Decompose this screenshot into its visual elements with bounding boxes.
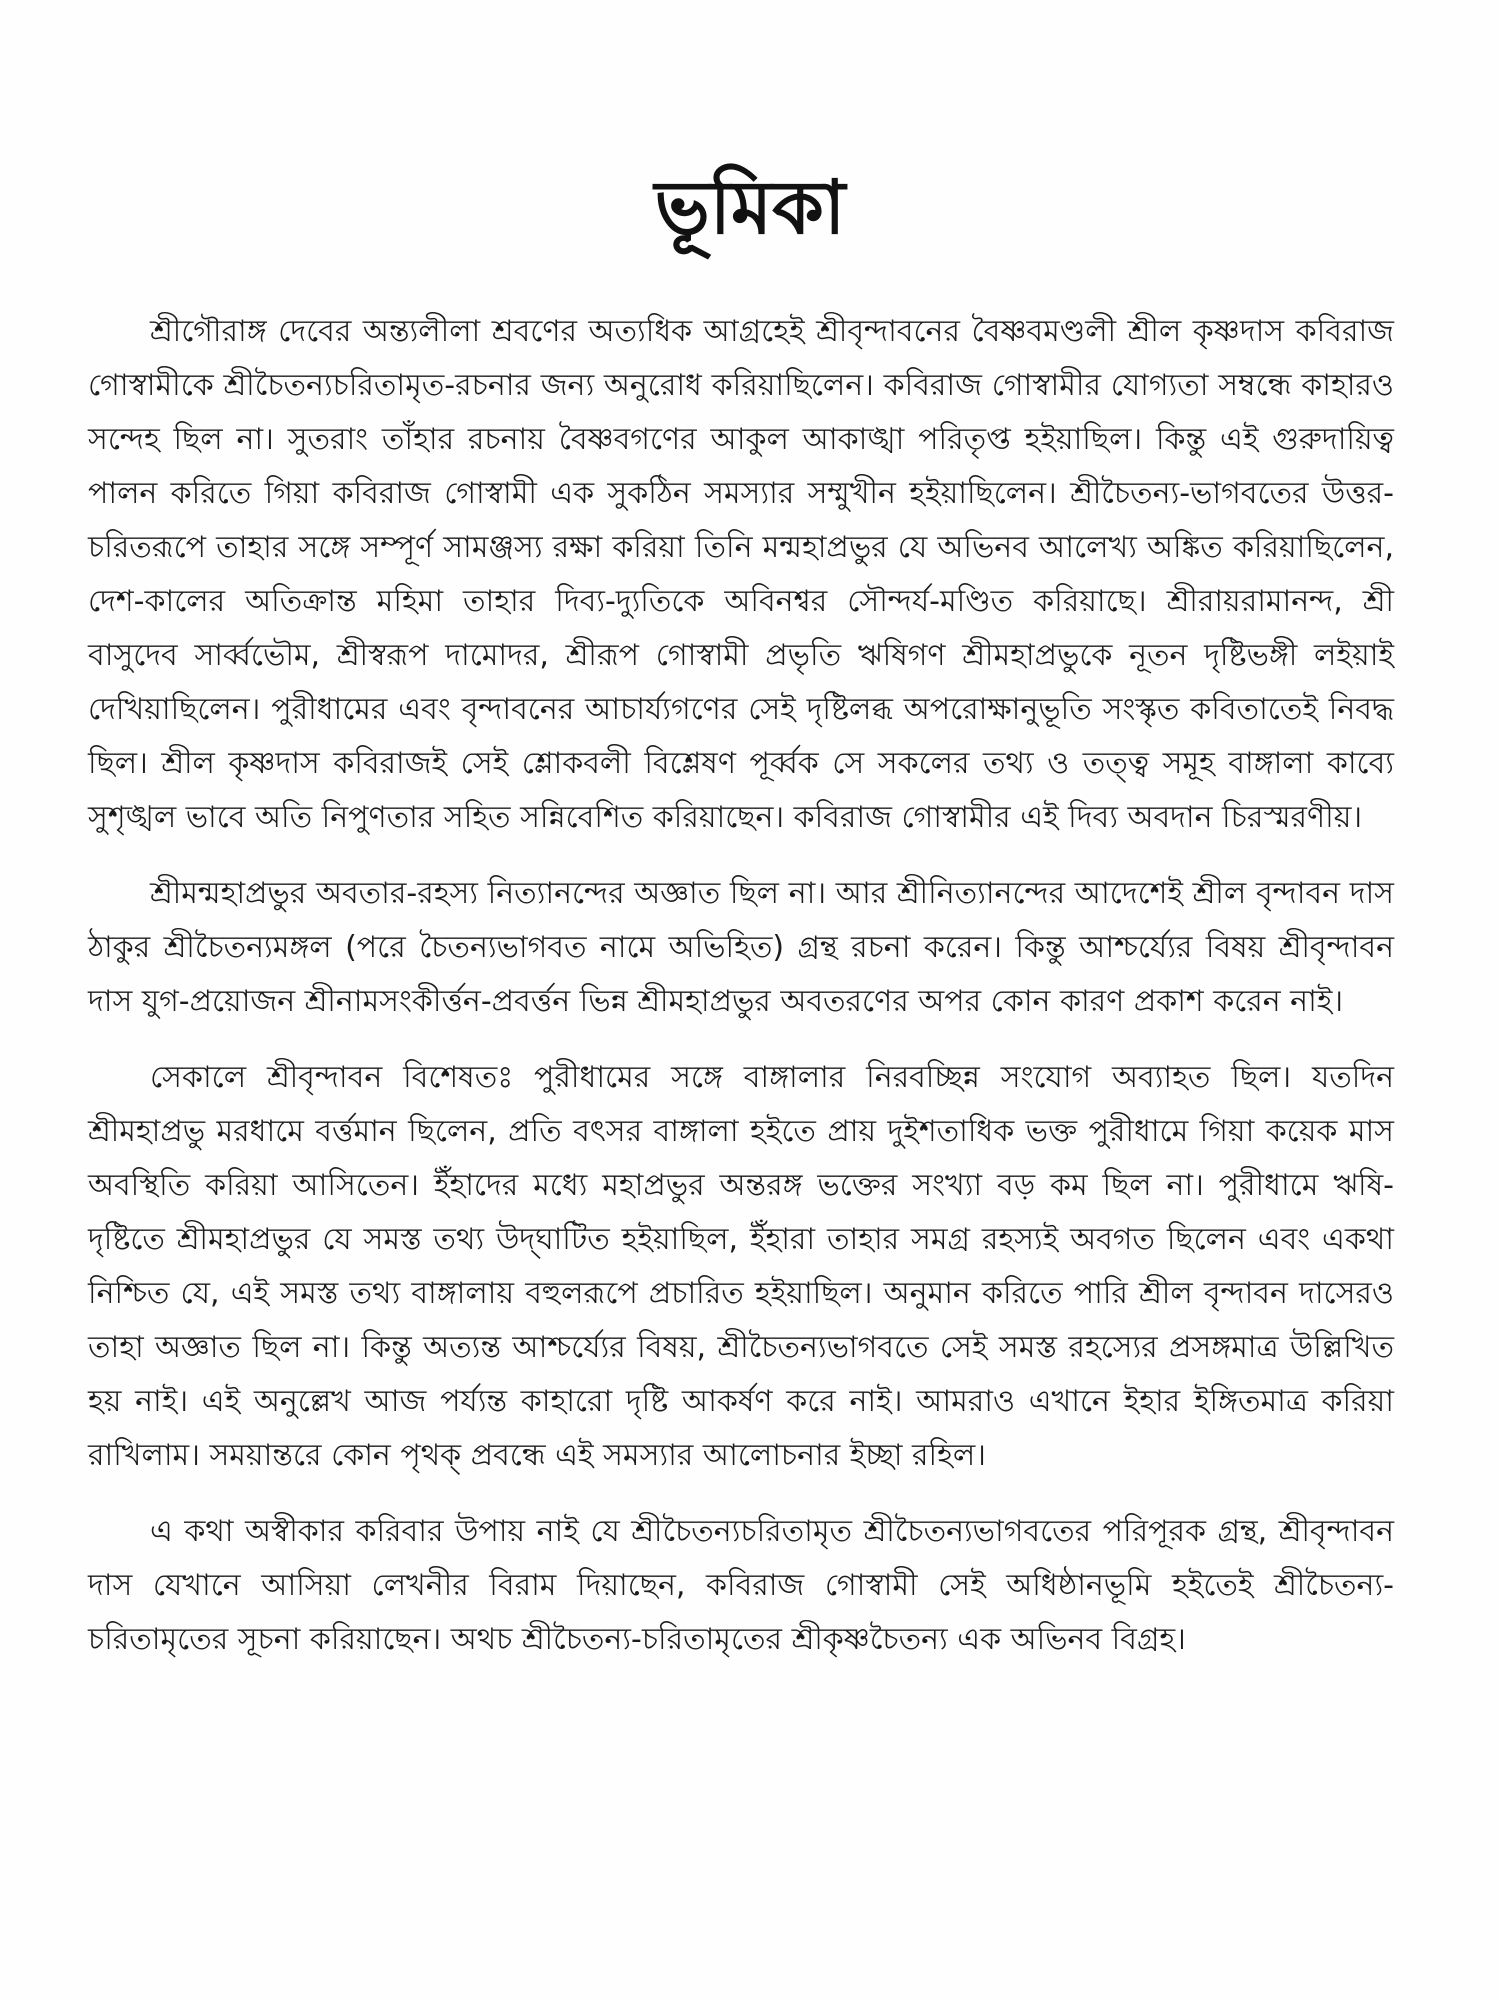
- paragraph-2: শ্রীমন্মহাপ্রভুর অবতার-রহস্য নিত্যানন্দের অজ্ঞাত ছিল না। আর শ্রীনিত্যানন্দের আদেশেই শ্রীল বৃন্দাবন দাস ঠাকুর শ্রীচৈতন্যমঙ্গল (পরে চৈতন্যভাগবত নামে অভিহিত) গ্রন্থ রচনা করেন। কিন্তু আশ্চর্য্যের বিষয় শ্রীবৃন্দাবন দাস যুগ-প্রয়োজন শ্রীনামসংকীর্ত্তন-প্রবর্ত্তন ভিন্ন শ্রীমহাপ্রভুর অবতরণের অপর কোন কারণ প্রকাশ করেন নাই।: [88, 876, 1394, 1019]
- body-text: [88, 305, 1394, 1689]
- page-title: ভূমিকা: [654, 165, 846, 251]
- paragraph-3: সেকালে শ্রীবৃন্দাবন বিশেষতঃ পুরীধামের সঙ্গে বাঙ্গালার নিরবচ্ছিন্ন সংযোগ অব্যাহত ছিল। যতদিন শ্রীমহাপ্রভু মরধামে বর্ত্তমান ছিলেন, প্রতি বৎসর বাঙ্গালা হইতে প্রায় দুইশতাধিক ভক্ত পুরীধামে গিয়া কয়েক মাস অবস্থিতি করিয়া আসিতেন। ইঁহাদের মধ্যে মহাপ্রভুর অন্তরঙ্গ ভক্তের সংখ্যা বড় কম ছিল না। পুরীধামে ঋষি-দৃষ্টিতে শ্রীমহাপ্রভুর যে সমস্ত তথ্য উদ্‌ঘাটিত হইয়াছিল, ইঁহারা তাহার সমগ্র রহস্যই অবগত ছিলেন এবং একথা নিশ্চিত যে, এই সমস্ত তথ্য বাঙ্গালায় বহুলরূপে প্রচারিত হইয়াছিল। অনুমান করিতে পারি শ্রীল বৃন্দাবন দাসেরও তাহা অজ্ঞাত ছিল না। কিন্তু অত্যন্ত আশ্চর্য্যের বিষয়, শ্রীচৈতন্যভাগবতে সেই সমস্ত রহস্যের প্রসঙ্গমাত্র উল্লিখিত হয় নাই। এই অনুল্লেখ আজ পর্য্যন্ত কাহারো দৃষ্টি আকর্ষণ করে নাই। আমরাও এখানে ইহার ইঙ্গিতমাত্র করিয়া রাখিলাম। সময়ান্তরে কোন পৃথক্ প্রবন্ধে এই সমস্যার আলোচনার ইচ্ছা রহিল।: [88, 1060, 1394, 1473]
- paragraph-1: শ্রীগৌরাঙ্গ দেবের অন্ত্যলীলা শ্রবণের অত্যধিক আগ্রহেই শ্রীবৃন্দাবনের বৈষ্ণবমণ্ডলী শ্রীল কৃষ্ণদাস কবিরাজ গোস্বামীকে শ্রীচৈতন্যচরিতামৃত-রচনার জন্য অনুরোধ করিয়াছিলেন। কবিরাজ গোস্বামীর যোগ্যতা সম্বন্ধে কাহারও সন্দেহ ছিল না। সুতরাং তাঁহার রচনায় বৈষ্ণবগণের আকুল আকাঙ্খা পরিতৃপ্ত হইয়াছিল। কিন্তু এই গুরুদায়িত্ব পালন করিতে গিয়া কবিরাজ গোস্বামী এক সুকঠিন সমস্যার সম্মুখীন হইয়াছিলেন। শ্রীচৈতন্য-ভাগবতের উত্তর-চরিতরূপে তাহার সঙ্গে সম্পূর্ণ সামঞ্জস্য রক্ষা করিয়া তিনি মন্মহাপ্রভুর যে অভিনব আলেখ্য অঙ্কিত করিয়াছিলেন, দেশ-কালের অতিক্রান্ত মহিমা তাহার দিব্য-দ্যুতিকে অবিনশ্বর সৌন্দর্য-মণ্ডিত করিয়াছে। শ্রীরায়রামানন্দ, শ্রী বাসুদেব সার্ব্বভৌম, শ্রীস্বরূপ দামোদর, শ্রীরূপ গোস্বামী প্রভৃতি ঋষিগণ শ্রীমহাপ্রভুকে নূতন দৃষ্টিভঙ্গী লইয়াই দেখিয়াছিলেন। পুরীধামের এবং বৃন্দাবনের আচার্য্যগণের সেই দৃষ্টিলব্ধ অপরোক্ষানুভূতি সংস্কৃত কবিতাতেই নিবদ্ধ ছিল। শ্রীল কৃষ্ণদাস কবিরাজই সেই শ্লোকবলী বিশ্লেষণ পূর্ব্বক সে সকলের তথ্য ও তত্ত্ব সমূহ বাঙ্গালা কাব্যে সুশৃঙ্খল ভাবে অতি নিপুণতার সহিত সন্নিবেশিত করিয়াছেন। কবিরাজ গোস্বামীর এই দিব্য অবদান চিরস্মরণীয়।: [88, 314, 1394, 835]
- paragraph-4: এ কথা অস্বীকার করিবার উপায় নাই যে শ্রীচৈতন্যচরিতামৃত শ্রীচৈতন্যভাগবতের পরিপূরক গ্রন্থ, শ্রীবৃন্দাবন দাস যেখানে আসিয়া লেখনীর বিরাম দিয়াছেন, কবিরাজ গোস্বামী সেই অধিষ্ঠানভূমি হইতেই শ্রীচৈতন্য-চরিতামৃতের সূচনা করিয়াছেন। অথচ শ্রীচৈতন্য-চরিতামৃতের শ্রীকৃষ্ণচৈতন্য এক অভিনব বিগ্রহ।: [88, 1514, 1394, 1657]
